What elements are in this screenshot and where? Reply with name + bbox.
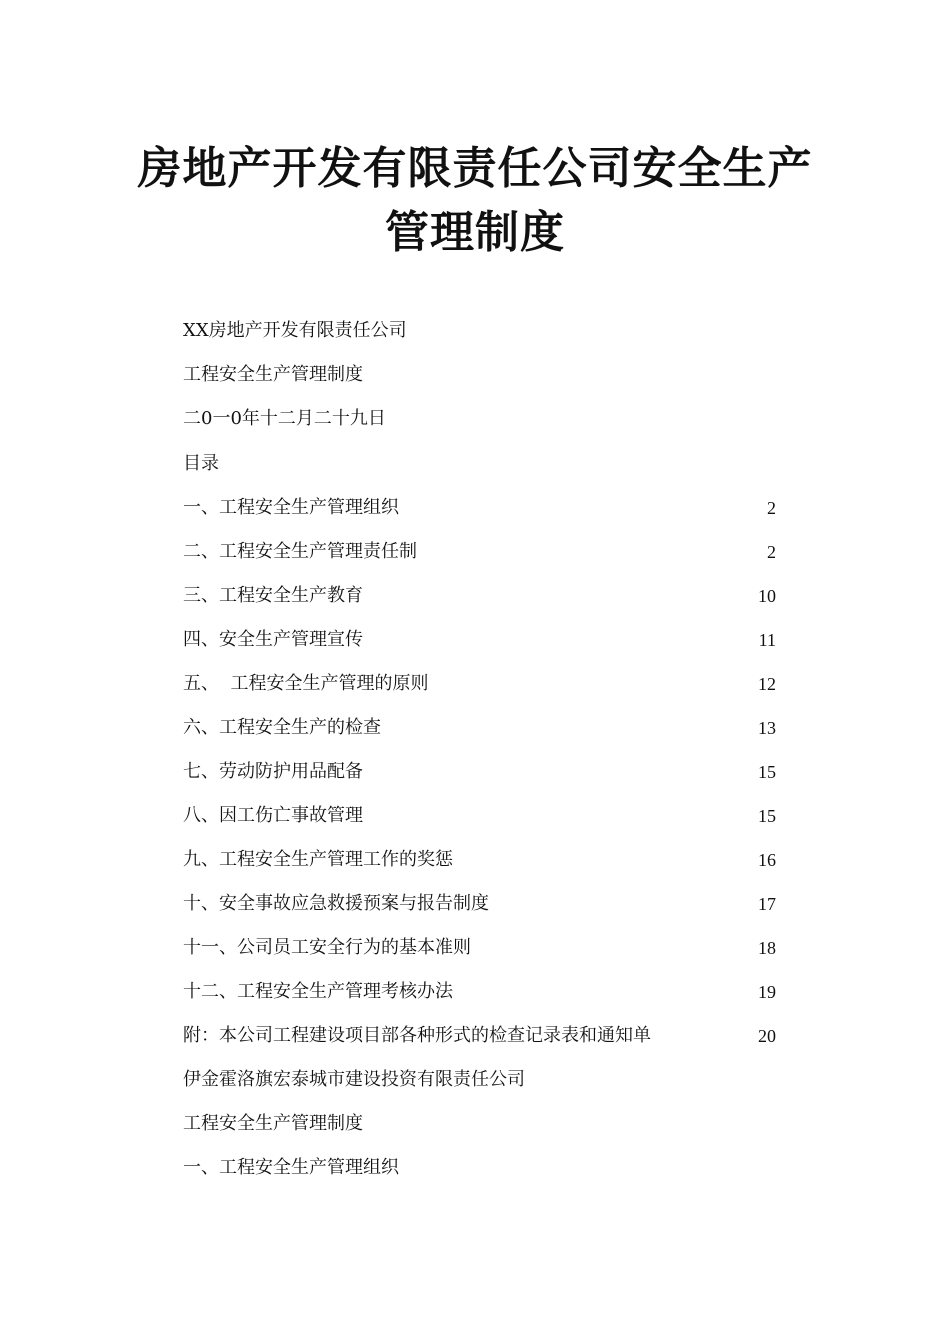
toc-entry: [183, 496, 776, 520]
body-subtitle: 工程安全生产管理制度: [183, 1113, 363, 1134]
toc-entry-page: 15: [758, 806, 776, 826]
toc-entry-page: 19: [758, 982, 776, 1002]
toc-entry-page: 13: [758, 718, 776, 738]
toc-entry: [183, 1024, 776, 1048]
toc-entry-page: 17: [758, 894, 776, 914]
toc-entry-page: 12: [758, 674, 776, 694]
toc-entry: [183, 628, 776, 652]
toc-entry: [183, 584, 776, 608]
toc-entry-label: 五、 工程安全生产管理的原则: [183, 673, 429, 694]
toc-entry: [183, 936, 776, 960]
toc-entry-label: 十二、工程安全生产管理考核办法: [183, 981, 453, 1002]
document-date: 二0一0年十二月二十九日: [183, 408, 386, 429]
toc-entry: [183, 804, 776, 828]
toc-entry-label: 八、因工伤亡事故管理: [183, 805, 363, 826]
toc-entry: [183, 848, 776, 872]
toc-entry-label: 四、安全生产管理宣传: [183, 629, 363, 650]
toc-entry: [183, 716, 776, 740]
toc-entry-page: 10: [758, 586, 776, 606]
toc-entry-page: 15: [758, 762, 776, 782]
toc-heading: 目录: [183, 453, 219, 474]
toc-entry-label: 十一、公司员工安全行为的基本准则: [183, 937, 471, 958]
document-title-line-1: 房地产开发有限责任公司安全生产: [137, 143, 813, 194]
body-company-name: 伊金霍洛旗宏泰城市建设投资有限责任公司: [183, 1069, 525, 1090]
toc-entry: [183, 672, 776, 696]
company-name: XX房地产开发有限责任公司: [183, 320, 407, 341]
toc-entry-page: 20: [758, 1026, 776, 1046]
toc-entry-label: 九、工程安全生产管理工作的奖惩: [183, 849, 453, 870]
toc-entry-label: 二、工程安全生产管理责任制: [183, 541, 417, 562]
toc-entry-page: 16: [758, 850, 776, 870]
toc-entry-page: 2: [767, 498, 776, 518]
toc-entry: [183, 760, 776, 784]
document-title-line-2: 管理制度: [385, 207, 565, 258]
toc-entry: [183, 892, 776, 916]
toc-entry-label: 十、安全事故应急救援预案与报告制度: [183, 893, 489, 914]
toc-entry-label: 六、工程安全生产的检查: [183, 717, 381, 738]
toc-entry-label: 附：本公司工程建设项目部各种形式的检查记录表和通知单: [183, 1025, 651, 1046]
document-subtitle: 工程安全生产管理制度: [183, 364, 363, 385]
toc-entry-label: 一、工程安全生产管理组织: [183, 497, 399, 518]
toc-entry-page: 2: [767, 542, 776, 562]
toc-entry: [183, 980, 776, 1004]
section-heading: 一、工程安全生产管理组织: [183, 1157, 399, 1178]
toc-entry-label: 七、劳动防护用品配备: [183, 761, 363, 782]
toc-entry: [183, 540, 776, 564]
toc-entry-page: 18: [758, 938, 776, 958]
toc-entry-label: 三、工程安全生产教育: [183, 585, 363, 606]
toc-entry-page: 11: [758, 630, 776, 650]
